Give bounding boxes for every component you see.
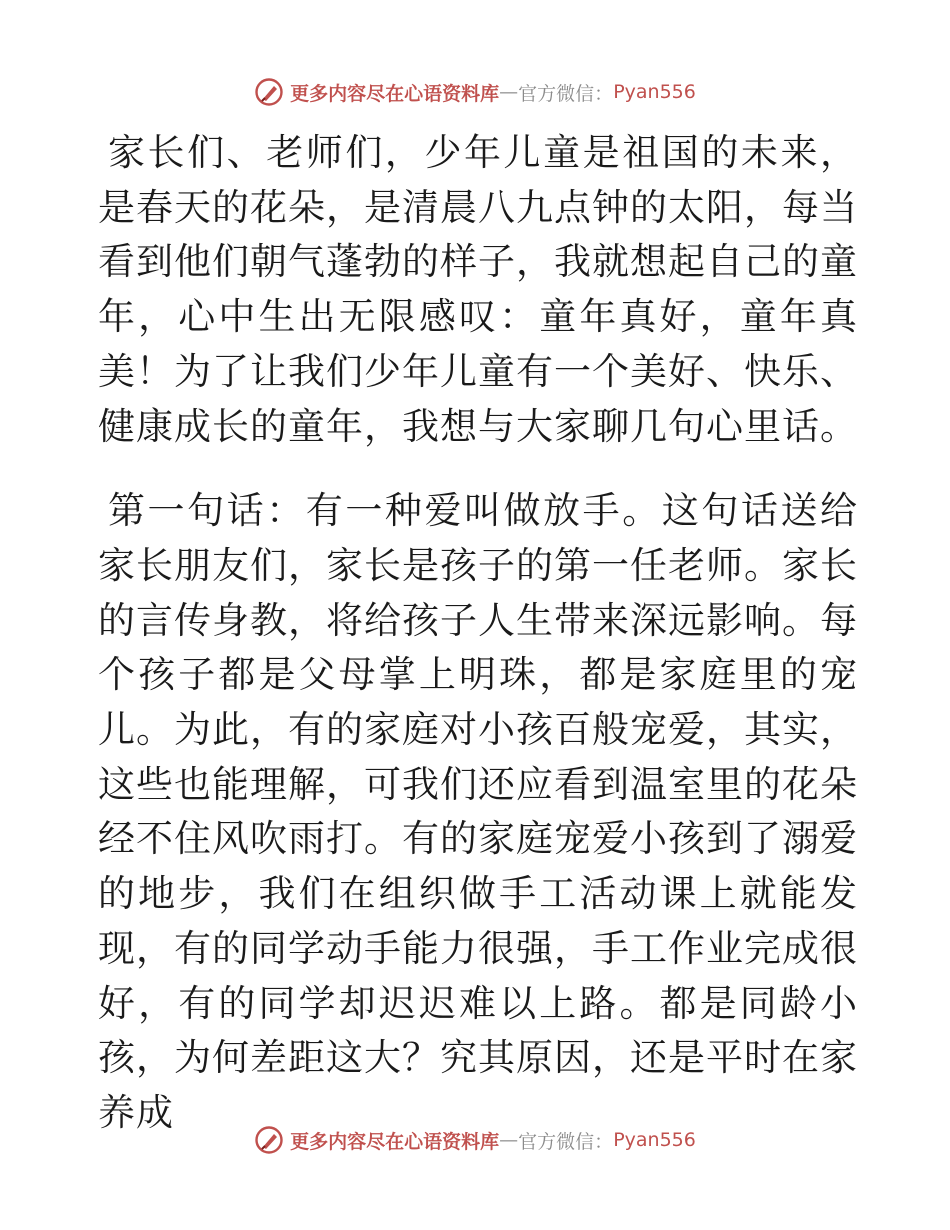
paragraph-2: 第一句话：有一种爱叫做放手。这句话送给家长朋友们，家长是孩子的第一任老师。家长的言传身教，将给孩子人生带来深远影响。每个孩子都是父母掌上明珠，都是家庭里的宠儿。为此，有的家庭对小孩百般宠爱，其实，这些也能理解，可我们还应看到温室里的花朵经不住风吹雨打。有的家庭宠爱小孩到了溺爱的地步，我们在组织做手工活动课上就能发现，有的同学动手能力很强，手工作业完成很好，有的同学却迟迟难以上路。都是同龄小孩，为何差距这大？究其原因，还是平时在家养成: [98, 489, 858, 1134]
paragraph-1: 家长们、老师们，少年儿童是祖国的未来，是春天的花朵，是清晨八九点钟的太阳，每当看到他们朝气蓬勃的样子，我就想起自己的童年，心中生出无限感叹：童年真好，童年真美！为了让我们少年儿童有一个美好、快乐、健康成长的童年，我想与大家聊几句心里话。: [98, 131, 858, 448]
quill-pen-logo-icon: [254, 1125, 284, 1155]
banner-wechat-label: 官方微信：: [518, 82, 614, 105]
banner-site-name: 更多内容尽在心语资料库: [290, 1130, 500, 1153]
banner-dash: —: [499, 1129, 519, 1151]
banner-dash: —: [499, 81, 519, 103]
quill-pen-logo-icon: [254, 77, 284, 107]
document-body: [98, 126, 858, 1141]
banner-wechat-label: 官方微信：: [518, 1130, 614, 1153]
footer-banner: [0, 1120, 950, 1160]
header-banner: [0, 72, 950, 112]
banner-site-name: 更多内容尽在心语资料库: [290, 82, 500, 105]
banner-wechat-id: Pyan556: [613, 81, 696, 103]
banner-wechat-id: Pyan556: [613, 1129, 696, 1151]
